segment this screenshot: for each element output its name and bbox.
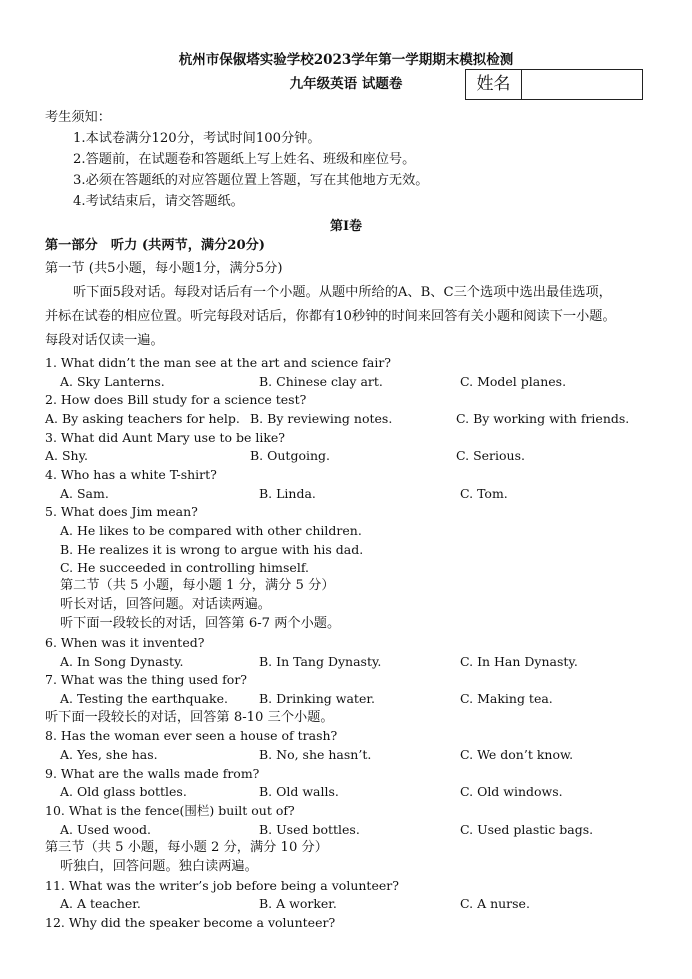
option-b: B. Linda. [259,486,316,501]
option-a: A. Old glass bottles. [60,784,187,799]
option-b: B. Used bottles. [259,822,360,837]
instruction-line: 听下面5段对话。每段对话后有一个小题。从题中所给的A、B、C三个选项中选出最佳选项， [73,285,612,300]
section3-title: 第三节（共 5 小题，每小题 2 分，满分 10 分） [45,840,328,855]
notice-item: 1.本试卷满分120分，考试时间100分钟。 [73,131,321,146]
question-text: 11. What was the writer’s job before being a volunteer? [45,878,399,893]
option-b: B. Chinese clay art. [259,374,383,389]
name-label: 姓名 [466,70,522,99]
question-text: 7. What was the thing used for? [45,672,247,687]
notice-item: 3.必须在答题纸的对应答题位置上答题，写在其他地方无效。 [73,173,429,188]
notice-item: 2.答题前，在试题卷和答题纸上写上姓名、班级和座位号。 [73,152,416,167]
section2-instruction: 听长对话，回答问题。对话读两遍。 [60,597,271,612]
option-a: A. Used wood. [60,822,152,837]
option-a: A. Shy. [45,448,88,463]
option-b: B. Drinking water. [259,691,375,706]
question-text: 12. Why did the speaker become a volunteer? [45,915,336,930]
section2-title: 第二节（共 5 小题，每小题 1 分，满分 5 分） [60,578,335,593]
dialog-instruction: 听下面一段较长的对话，回答第 8-10 三个小题。 [45,710,334,725]
option-c: C. We don’t know. [460,747,574,762]
section1-title: 第一节 (共5小题，每小题1分，满分5分) [45,261,283,276]
option-c: C. Serious. [456,448,525,463]
option-b: B. By reviewing notes. [250,411,393,426]
option-b: B. Old walls. [259,784,339,799]
option-b: B. He realizes it is wrong to argue with his dad. [60,542,364,557]
question-text: 2. How does Bill study for a science test? [45,392,307,407]
option-a: A. Sam. [60,486,109,501]
option-a: A. Yes, she has. [60,747,158,762]
section3-instruction: 听独白，回答问题。独白读两遍。 [60,859,258,874]
option-c: C. Tom. [460,486,508,501]
option-a: A. Testing the earthquake. [60,691,228,706]
option-c: C. In Han Dynasty. [460,654,578,669]
option-c: C. He succeeded in controlling himself. [60,560,309,575]
option-a: A. A teacher. [60,896,141,911]
option-a: A. He likes to be compared with other children. [60,523,362,538]
question-text: 9. What are the walls made from? [45,766,260,781]
option-b: B. In Tang Dynasty. [259,654,382,669]
question-text: 5. What does Jim mean? [45,504,198,519]
notice-heading: 考生须知： [45,110,111,125]
question-text: 8. Has the woman ever seen a house of trash? [45,728,338,743]
school-title: 杭州市保俶塔实验学校2023学年第一学期期末模拟检测 [178,52,514,68]
question-text: 4. Who has a white T-shirt? [45,467,217,482]
name-box[interactable] [465,69,643,100]
option-b: B. Outgoing. [250,448,331,463]
option-c: C. Model planes. [460,374,567,389]
instruction-line: 并标在试卷的相应位置。听完每段对话后，你都有10秒钟的时间来回答有关小题和阅读下一小题。 [45,309,616,324]
option-a: A. Sky Lanterns. [60,374,165,389]
notice-item: 4.考试结束后，请交答题纸。 [73,194,244,209]
volume-title: 第I卷 [329,219,363,234]
part1-title: 第一部分 听力 (共两节，满分20分) [45,238,266,253]
option-b: B. A worker. [259,896,337,911]
option-c: C. Old windows. [460,784,563,799]
option-c: C. A nurse. [460,896,530,911]
instruction-line: 每段对话仅读一遍。 [45,333,164,348]
question-text: 1. What didn’t the man see at the art and science fair? [45,355,392,370]
option-b: B. No, she hasn’t. [259,747,372,762]
option-c: C. Used plastic bags. [460,822,594,837]
option-a: A. In Song Dynasty. [60,654,184,669]
paper-subtitle: 九年级英语 试题卷 [289,76,403,92]
option-c: C. By working with friends. [456,411,630,426]
option-a: A. By asking teachers for help. [45,411,240,426]
dialog-instruction: 听下面一段较长的对话，回答第 6-7 两个小题。 [60,616,341,631]
question-text: 10. What is the fence(围栏) built out of? [45,803,295,818]
question-text: 6. When was it invented? [45,635,205,650]
option-c: C. Making tea. [460,691,553,706]
question-text: 3. What did Aunt Mary use to be like? [45,430,286,445]
